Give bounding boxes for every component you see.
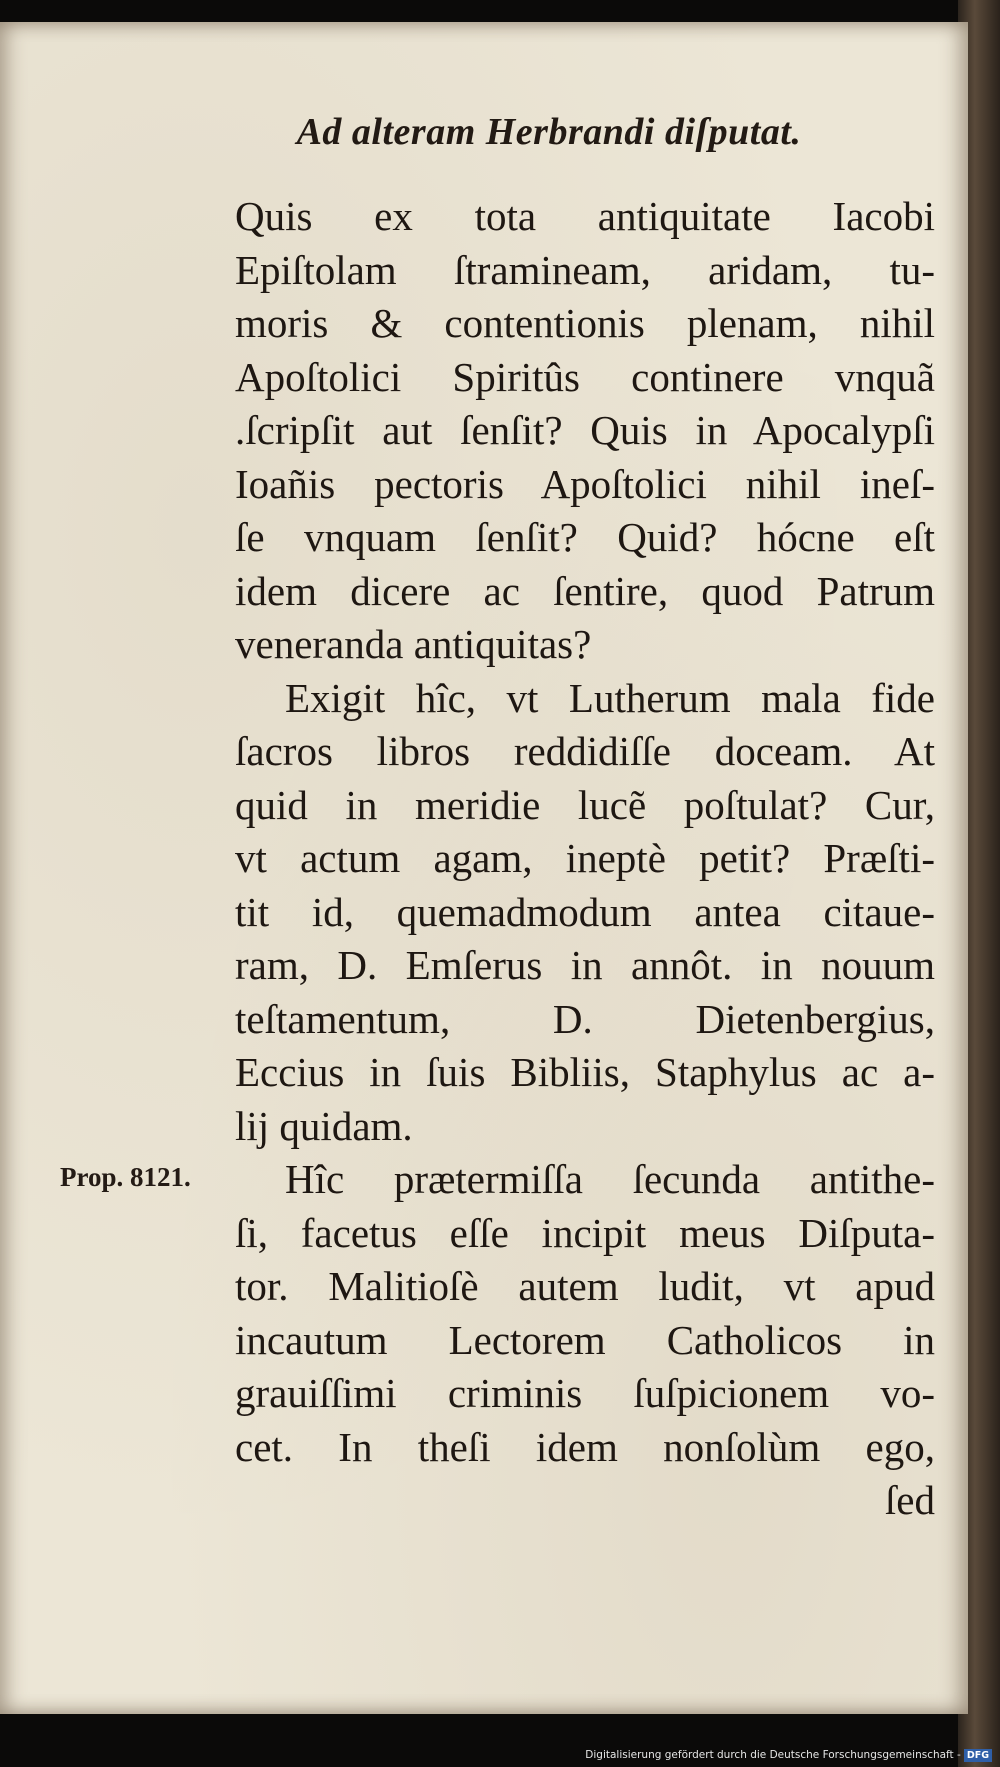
catchword: ſed [884,1477,935,1523]
book-page [0,22,968,1714]
body-text [235,190,935,1528]
text-line: Ioañis pectoris Apoſtolici nihil ineſ- [235,460,935,507]
text-line: teſtamentum, D. Dietenbergius, [235,995,935,1042]
text-line: lij quidam. [235,1102,413,1149]
text-line: ram, D. Emſerus in annôt. in nouum [235,942,935,988]
text-line: vt actum agam, ineptè petit? Præſti- [235,835,935,881]
running-header: Ad alteram Herbrandi diſputat. [296,111,802,153]
text-line: Hîc prætermiſſa ſecunda antithe- [285,1156,935,1202]
text-line: tit id, quemadmodum antea citaue- [235,888,935,935]
text-line: ſe vnquam ſenſit? Quid? hócne eſt [235,514,935,560]
text-line: incautum Lectorem Catholicos in [235,1316,935,1363]
text-line: idem dicere ac ſentire, quod Patrum [235,567,935,614]
text-line: grauiſſimi criminis ſuſpicionem vo- [235,1370,935,1416]
dfg-logo: DFG [964,1749,992,1762]
text-line: Apoſtolici Spiritûs continere vnquã [235,353,935,400]
text-line: quid in meridie lucẽ poſtulat? Cur, [235,781,935,828]
margin-note: Prop. 8121. [60,1162,191,1192]
text-line: Exigit hîc, vt Lutherum mala fide [285,674,935,721]
text-line: veneranda antiquitas? [235,621,592,667]
text-line: .ſcripſit aut ſenſit? Quis in Apocalypſi [235,407,935,453]
digitization-credit [585,1749,992,1762]
text-line: Epiſtolam ſtramineam, aridam, tu- [235,246,935,293]
text-line: ſi, facetus eſſe incipit meus Diſputa- [235,1209,935,1256]
text-line: cet. In theſi idem nonſolùm ego, [235,1423,935,1470]
text-line: tor. Malitioſè autem ludit, vt apud [235,1263,935,1309]
text-line: moris & contentionis plenam, nihil [235,300,935,346]
text-line: Quis ex tota antiquitate Iacobi [235,193,935,239]
text-line: ſacros libros reddidiſſe doceam. At [235,728,935,774]
credit-text: Digitalisierung gefördert durch die Deutsche Forschungsgemeinschaft - [585,1749,961,1761]
text-line: Eccius in ſuis Bibliis, Staphylus ac a- [235,1049,935,1095]
